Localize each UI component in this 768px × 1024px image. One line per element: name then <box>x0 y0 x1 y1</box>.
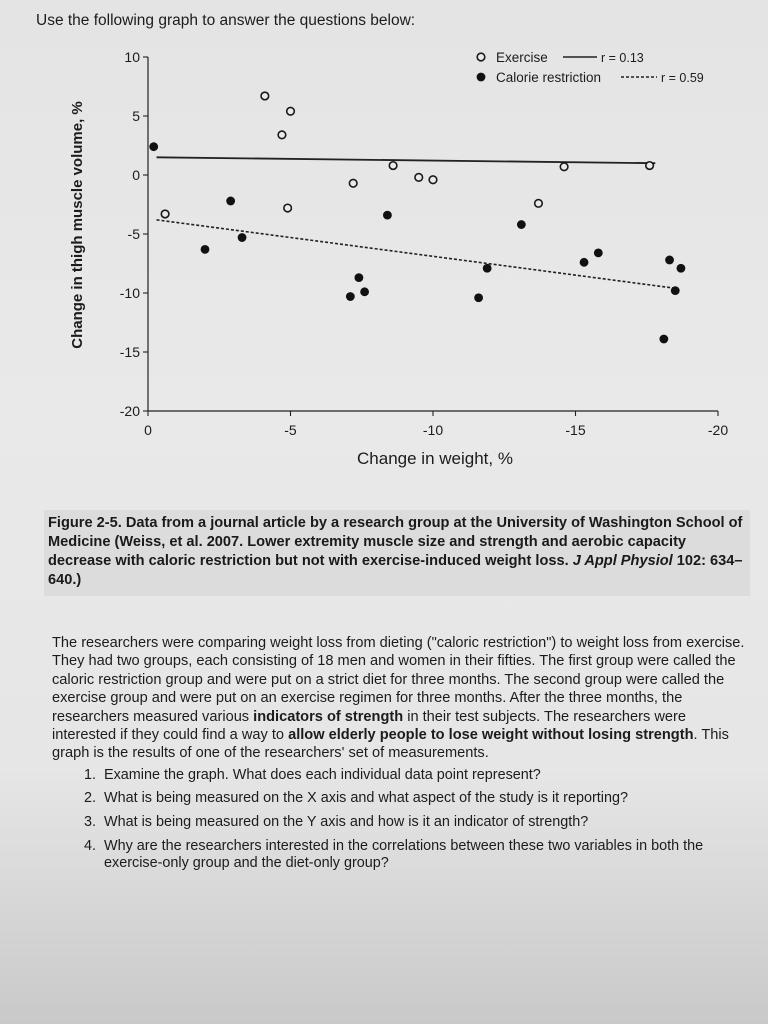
caption-citation: 102: 634–640.) <box>48 553 743 588</box>
calorie-restriction-point <box>483 264 492 273</box>
x-tick-label: -15 <box>565 422 586 438</box>
question-item: 3. What is being measured on the Y axis and how is it an indicator of strength? <box>100 814 752 832</box>
question-item: 2. What is being measured on the X axis and what aspect of the study is it reporting? <box>100 790 752 808</box>
exercise-point <box>560 163 568 171</box>
figure-caption <box>44 510 750 596</box>
calorie-restriction-point <box>677 264 686 273</box>
data-points <box>149 92 685 343</box>
x-axis-label: Change in weight, % <box>357 449 513 468</box>
y-tick-label: -15 <box>119 344 140 360</box>
exercise-point <box>349 179 357 187</box>
calorie-restriction-point <box>201 245 210 254</box>
exercise-point <box>261 92 269 100</box>
paragraph-part-3: . This graph is the results of one of the researchers' set of measurements. <box>52 727 729 762</box>
legend-exercise-marker <box>477 53 485 61</box>
exercise-point <box>646 162 654 170</box>
y-tick-label: -5 <box>127 226 140 242</box>
y-tick-label: 10 <box>124 49 140 65</box>
question-item: 4. Why are the researchers interested in the correlations between these two variables in both the exercise-only group and the diet-only group? <box>100 838 752 873</box>
exercise-fit-line <box>157 157 656 163</box>
chart-axes <box>120 49 729 438</box>
calorie-restriction-point <box>360 287 369 296</box>
y-axis-label: Change in thigh muscle volume, % <box>69 101 86 349</box>
calorie-restriction-point <box>355 273 364 282</box>
exercise-point <box>161 210 169 218</box>
y-tick-label: -20 <box>119 403 140 419</box>
calorie-restriction-point <box>238 233 247 242</box>
x-tick-label: -10 <box>422 422 444 438</box>
calorie-restriction-point <box>665 256 674 265</box>
x-tick-label: -20 <box>707 422 729 438</box>
caption-text: Figure 2-5. Data from a journal article by a research group at the University of Washington School of Medicine (Weiss, et al. 2007. Lower extremity muscle size and strength and aerobic capacity decrease with caloric restriction but not with exercise-induced weight loss. <box>48 515 743 569</box>
chart-legend <box>477 50 704 85</box>
exercise-point <box>415 174 423 182</box>
calorie-restriction-point <box>226 197 235 206</box>
exercise-point <box>389 162 397 170</box>
caption-journal: J Appl Physiol <box>572 553 673 569</box>
legend-r-value: r = 0.59 <box>661 71 704 85</box>
paragraph-bold-2: allow elderly people to lose weight without losing strength <box>288 727 694 744</box>
scatter-chart <box>0 0 768 480</box>
calorie-restriction-point <box>474 293 483 302</box>
question-item: 1. Examine the graph. What does each individual data point represent? <box>100 767 752 785</box>
paragraph-part-1: The researchers were comparing weight loss from dieting ("caloric restriction") to weight loss from exercise. They had two groups, each consisting of 18 men and women in their fifties. The first group were called the caloric restriction group and were put on a strict diet for three months. The second group were called the exercise group and were put on an exercise regimen for three months. After the three months, the researchers measured various <box>52 635 745 725</box>
exercise-point <box>287 107 295 115</box>
x-tick-label: 0 <box>144 422 152 438</box>
study-description <box>52 634 752 879</box>
x-tick-label: -5 <box>284 422 297 438</box>
calorie-restriction-point <box>594 248 603 257</box>
legend-calorie-marker <box>477 73 486 82</box>
y-tick-label: 5 <box>132 108 140 124</box>
paragraph-part-2: in their test subjects. The researchers were interested if they could find a way to <box>52 708 686 744</box>
exercise-point <box>535 200 543 208</box>
paragraph-bold-1: indicators of strength <box>253 708 404 725</box>
legend-label: Exercise <box>496 50 548 65</box>
calorie-restriction-point <box>517 220 526 229</box>
y-tick-label: -10 <box>119 285 140 301</box>
exercise-point <box>284 204 292 212</box>
instructions-heading: Use the following graph to answer the questions below: <box>36 12 416 29</box>
legend-label: Calorie restriction <box>496 70 602 85</box>
question-list <box>52 767 752 873</box>
legend-r-value: r = 0.13 <box>601 51 644 65</box>
exercise-point <box>429 176 437 184</box>
calorie-restriction-point <box>346 292 355 301</box>
y-tick-label: 0 <box>132 167 140 183</box>
calorie-restriction-point <box>580 258 589 267</box>
description-paragraph <box>52 634 752 763</box>
calorie-restriction-point <box>659 335 668 344</box>
calorie-restriction-point <box>383 211 392 220</box>
calorie-restriction-point <box>149 142 158 151</box>
exercise-point <box>278 131 286 139</box>
calorie-restriction-point <box>671 286 680 295</box>
